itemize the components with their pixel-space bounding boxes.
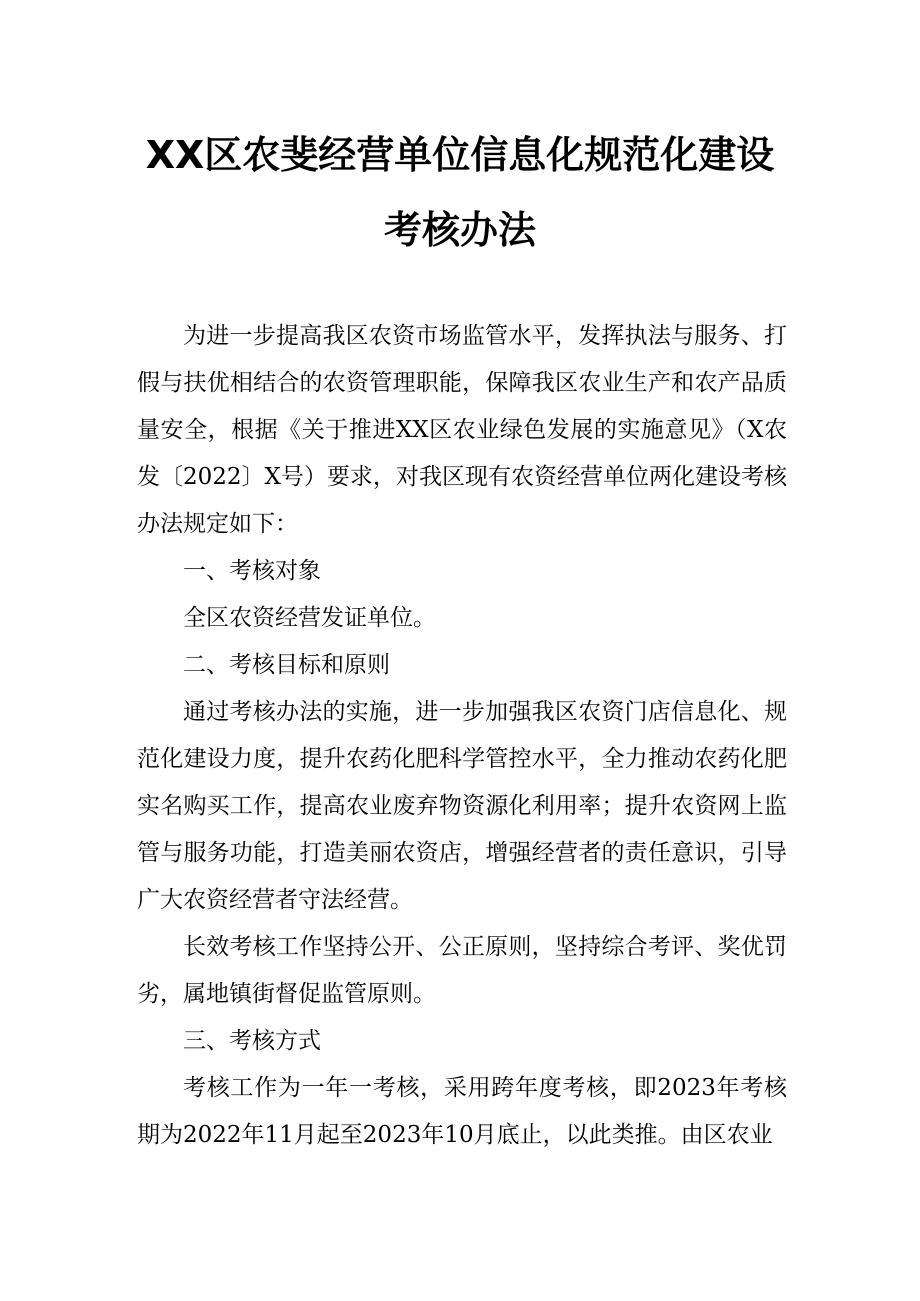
section-heading-assessment-target: 一、考核对象 [183, 558, 321, 584]
document-title-line-1: XX区农斐经营单位信息化规范化建设 [145, 133, 775, 177]
principles-paragraph: 长效考核工作坚持公开、公正原则，坚持综合考评、奖优罚劣，属地镇街督促监管原则。 [137, 934, 787, 1007]
assessment-target-paragraph: 全区农资经营发证单位。 [183, 605, 436, 631]
goals-paragraph: 通过考核办法的实施，进一步加强我区农资门店信息化、规范化建设力度，提升农药化肥科学管控水平，全力推动农药化肥实名购买工作，提高农业废弃物资源化利用率；提升农资网上监管与服务功能，打造美丽农资店，增强经营者的责任意识，引导广大农资经营者守法经营。 [137, 699, 787, 913]
assessment-method-paragraph: 考核工作为一年一考核，采用跨年度考核，即2023年考核期为2022年11月起至2023年10月底止，以此类推。由区农业 [137, 1075, 787, 1148]
section-heading-assessment-method: 三、考核方式 [183, 1028, 321, 1054]
document-title-line-2: 考核办法 [383, 208, 536, 252]
document-body [137, 313, 787, 1159]
section-heading-goals-principles: 二、考核目标和原则 [183, 652, 390, 678]
intro-paragraph: 为进一步提高我区农资市场监管水平，发挥执法与服务、打假与扶优相结合的农资管理职能，保障我区农业生产和农产品质量安全，根据《关于推进XX区农业绿色发展的实施意见》（X农发〔2022〕X号）要求，对我区现有农资经营单位两化建设考核办法规定如下： [137, 323, 787, 537]
